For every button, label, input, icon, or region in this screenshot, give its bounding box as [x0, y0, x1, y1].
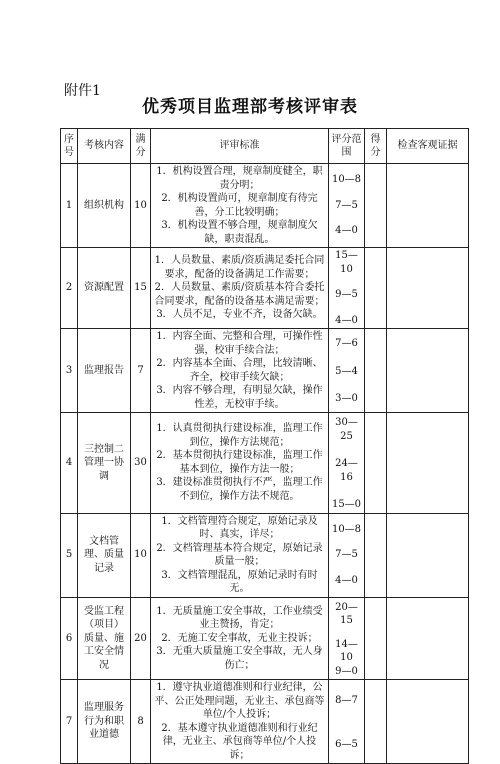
- range-value: 4—0: [335, 574, 358, 586]
- header-evidence: 检查客观证据: [387, 129, 469, 164]
- criteria-line: 3．文档管理混乱，原始记录时有时无。: [161, 569, 318, 594]
- row-seq: 5: [61, 513, 78, 597]
- range-value: 9—5: [335, 289, 358, 300]
- row-criteria: [151, 164, 329, 248]
- range-value: 15—10: [335, 250, 358, 275]
- range-value: 14—10: [335, 638, 358, 663]
- range-value: 8—7: [335, 695, 358, 706]
- row-item: 文档管理、质量记录: [78, 513, 131, 597]
- row-criteria: [151, 597, 329, 680]
- row-full-score: 30: [131, 413, 151, 514]
- criteria-line: 3．建设标准贯彻执行不严，监理工作不到位，操作方法不规范。: [156, 477, 323, 502]
- criteria-line: 3．人员不足，专业不齐，设备欠缺。: [156, 309, 323, 321]
- row-seq: 2: [61, 248, 78, 329]
- row-criteria: [151, 329, 329, 413]
- row-item: 三控制二管理一协调: [78, 413, 131, 514]
- row-item: 组织机构: [78, 164, 131, 248]
- range-value: 20—15: [335, 601, 358, 626]
- row-evidence-cell[interactable]: [387, 680, 469, 764]
- range-value: 9—0: [335, 665, 358, 677]
- row-score-cell[interactable]: [365, 680, 387, 764]
- row-ranges: [329, 597, 365, 680]
- row-seq: 4: [61, 413, 78, 514]
- row-full-score: 8: [131, 680, 151, 764]
- row-seq: 6: [61, 597, 78, 680]
- range-value: 6—5: [335, 738, 358, 750]
- range-value: 7—5: [335, 549, 358, 561]
- row-ranges: [329, 164, 365, 248]
- range-value: 5—4: [335, 365, 358, 377]
- row-criteria: [151, 680, 329, 764]
- row-full-score: 7: [131, 329, 151, 413]
- row-score-cell[interactable]: [365, 413, 387, 514]
- row-ranges: [329, 248, 365, 329]
- criteria-line: 1．认真贯彻执行建设标准，监理工作到位，操作方法规范；: [156, 423, 323, 448]
- criteria-line: 2．人员数量、素质/资质基本符合委托合同要求，配备的设备基本满足需要；: [154, 282, 325, 307]
- row-evidence-cell[interactable]: [387, 513, 469, 597]
- row-full-score: 10: [131, 513, 151, 597]
- range-value: 4—0: [335, 225, 358, 237]
- range-value: 30—25: [335, 417, 358, 442]
- row-item: 资源配置: [78, 248, 131, 329]
- row-score-cell[interactable]: [365, 329, 387, 413]
- review-table: [60, 128, 469, 764]
- row-item: 受监工程（项目）质量、施工安全情况: [78, 597, 131, 680]
- criteria-line: 3．内容不够合理，有明显欠缺，操作性差，无校审手续。: [156, 385, 323, 410]
- criteria-line: 1．文档管理符合规定，原始记录及时、真实，详尽；: [161, 515, 318, 540]
- criteria-line: 2．文档管理基本符合规定，原始记录质量一般；: [156, 542, 323, 567]
- range-value: 15—0: [331, 499, 362, 510]
- row-item: 监理服务行为和职业道德: [78, 680, 131, 764]
- table-row: [61, 680, 469, 764]
- range-value: 4—0: [335, 314, 358, 326]
- range-value: 10—8: [331, 523, 362, 535]
- header-full-score: 满分: [131, 129, 151, 164]
- row-ranges: [329, 413, 365, 514]
- row-evidence-cell[interactable]: [387, 329, 469, 413]
- row-seq: 3: [61, 329, 78, 413]
- header-seq: 序号: [61, 129, 78, 164]
- header-range: 评分范围: [329, 129, 365, 164]
- row-evidence-cell[interactable]: [387, 164, 469, 248]
- row-full-score: 15: [131, 248, 151, 329]
- table-row: [61, 248, 469, 329]
- criteria-line: 2．无施工安全事故，无业主投诉；: [161, 632, 318, 644]
- row-score-cell[interactable]: [365, 513, 387, 597]
- criteria-line: 1．机构设置合理，规章制度健全，职责分明；: [156, 166, 323, 191]
- criteria-line: 1．无质量施工安全事故，工作业绩受业主赞扬，肯定；: [156, 605, 323, 630]
- row-item: 监理报告: [78, 329, 131, 413]
- table-row: [61, 329, 469, 413]
- row-criteria: [151, 513, 329, 597]
- attachment-label: 附件1: [64, 83, 101, 99]
- table-row: [61, 164, 469, 248]
- criteria-line: 1．人员数量、素质/资质满足委托合同要求，配备的设备满足工作需要；: [154, 255, 325, 280]
- criteria-line: 1．遵守执业道德准则和行业纪律，公平、公正处理问题，无业主、承包商等单位/个人投诉；: [154, 682, 325, 720]
- header-standard: 评审标准: [151, 129, 329, 164]
- row-ranges: [329, 329, 365, 413]
- header-score: 得分: [365, 129, 387, 164]
- row-score-cell[interactable]: [365, 164, 387, 248]
- criteria-line: 1．内容全面、完整和合理，可操作性强，校审手续合法；: [156, 331, 323, 356]
- row-seq: 1: [61, 164, 78, 248]
- row-criteria: [151, 413, 329, 514]
- row-score-cell[interactable]: [365, 597, 387, 680]
- page-title: 优秀项目监理部考核评审表: [142, 97, 358, 117]
- criteria-line: 3．机构设置不够合理，规章制度欠缺，职责混乱。: [161, 220, 318, 245]
- row-ranges: [329, 513, 365, 597]
- row-ranges: [329, 680, 365, 764]
- range-value: 7—5: [335, 199, 358, 211]
- header-item: 考核内容: [78, 129, 131, 164]
- criteria-line: 2．基本贯彻执行建设标准，监理工作基本到位，操作方法一般；: [156, 450, 323, 475]
- row-seq: 7: [61, 680, 78, 764]
- criteria-line: 2．基本遵守执业道德准则和行业纪律，无业主、承包商等单位/个人投诉；: [161, 722, 318, 761]
- row-evidence-cell[interactable]: [387, 413, 469, 514]
- criteria-line: 2．机构设置尚可，规章制度有待完善，分工比较明确；: [161, 193, 318, 218]
- table-row: [61, 413, 469, 514]
- row-full-score: 20: [131, 597, 151, 680]
- criteria-line: 2．内容基本全面、合理，比较清晰、齐全，校审手续欠缺；: [156, 358, 323, 383]
- table-row: [61, 597, 469, 680]
- table-row: [61, 513, 469, 597]
- row-score-cell[interactable]: [365, 248, 387, 329]
- row-evidence-cell[interactable]: [387, 597, 469, 680]
- criteria-line: 3．无重大质量施工安全事故，无人身伤亡；: [156, 646, 323, 671]
- row-criteria: [151, 248, 329, 329]
- header-row: [61, 129, 469, 164]
- row-full-score: 10: [131, 164, 151, 248]
- range-value: 7—6: [335, 338, 358, 350]
- row-evidence-cell[interactable]: [387, 248, 469, 329]
- range-value: 24—16: [335, 458, 358, 483]
- range-value: 3—0: [335, 393, 358, 405]
- range-value: 10—8: [331, 174, 362, 186]
